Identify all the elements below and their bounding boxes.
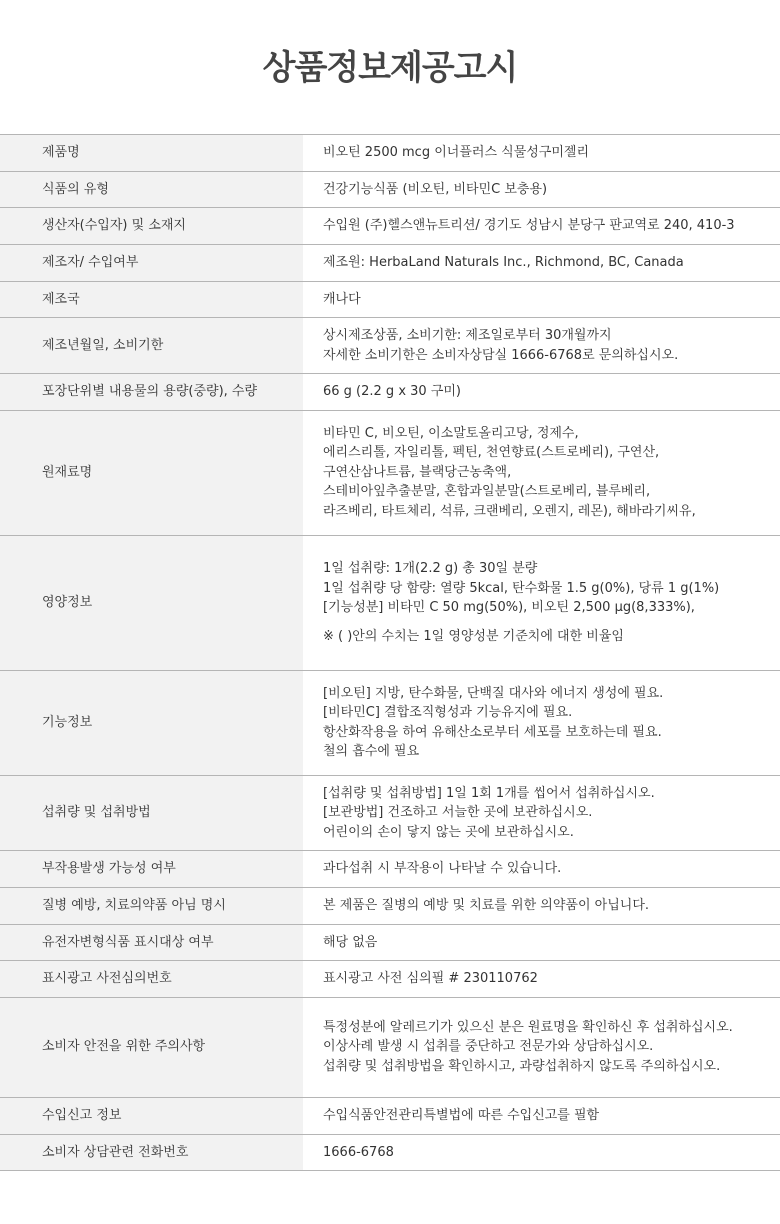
table-row bbox=[0, 670, 780, 775]
row-label: 표시광고 사전심의번호 bbox=[0, 961, 303, 998]
product-info-table bbox=[0, 134, 780, 1171]
row-value-line: 어린이의 손이 닿지 않는 곳에 보관하십시오. bbox=[323, 824, 574, 840]
table-row bbox=[0, 1097, 780, 1134]
row-value-line: [기능성분] 비타민 C 50 mg(50%), 비오틴 2,500 μg(8,333%), bbox=[323, 600, 695, 615]
row-value-line: 66 g (2.2 g x 30 구미) bbox=[323, 384, 462, 399]
row-label: 제품명 bbox=[0, 135, 303, 172]
row-label: 제조년월일, 소비기한 bbox=[0, 318, 303, 374]
row-value-line: [비오틴] 지방, 탄수화물, 단백질 대사와 에너지 생성에 필요. bbox=[323, 685, 664, 701]
row-value-line: 과다섭취 시 부작용이 나타날 수 있습니다. bbox=[323, 861, 562, 877]
table-row bbox=[0, 135, 780, 172]
table-row bbox=[0, 775, 780, 851]
row-label: 소비자 상담관련 전화번호 bbox=[0, 1134, 303, 1171]
row-value-line: 캐나다 bbox=[323, 291, 361, 307]
row-value bbox=[303, 281, 780, 318]
row-value-line: 비오틴 2500 mcg 이너플러스 식물성구미젤리 bbox=[323, 145, 590, 160]
row-value bbox=[303, 535, 780, 670]
table-row bbox=[0, 1134, 780, 1171]
row-value bbox=[303, 208, 780, 245]
page-title: 상품정보제공고시 bbox=[262, 48, 518, 88]
row-value bbox=[303, 1134, 780, 1171]
row-value-line: 구연산삼나트륨, 블랙당근농축액, bbox=[323, 464, 512, 480]
row-value bbox=[303, 851, 780, 888]
row-value-line: 철의 흡수에 필요 bbox=[323, 744, 420, 759]
row-value bbox=[303, 374, 780, 411]
line-spacer bbox=[323, 618, 780, 627]
row-value-line: 항산화작용을 하여 유해산소로부터 세포를 보호하는데 필요. bbox=[323, 724, 662, 740]
row-value bbox=[303, 1097, 780, 1134]
row-value bbox=[303, 171, 780, 208]
row-value-line: 1일 섭취량: 1개(2.2 g) 총 30일 분량 bbox=[323, 561, 538, 576]
row-label: 영양정보 bbox=[0, 535, 303, 670]
row-value-line: [섭취량 및 섭취방법] 1일 1회 1개를 씹어서 섭취하십시오. bbox=[323, 785, 655, 801]
row-value bbox=[303, 245, 780, 282]
row-value-line: 자세한 소비기한은 소비자상담실 1666-6768로 문의하십시오. bbox=[323, 347, 679, 363]
row-label: 포장단위별 내용물의 용량(중량), 수량 bbox=[0, 374, 303, 411]
row-value bbox=[303, 961, 780, 998]
row-label: 식품의 유형 bbox=[0, 171, 303, 208]
table-row bbox=[0, 961, 780, 998]
row-label: 수입신고 정보 bbox=[0, 1097, 303, 1134]
table-row bbox=[0, 888, 780, 925]
row-label: 기능정보 bbox=[0, 670, 303, 775]
row-value-line: [보관방법] 건조하고 서늘한 곳에 보관하십시오. bbox=[323, 805, 593, 820]
row-value-line: 건강기능식품 (비오틴, 비타민C 보충용) bbox=[323, 181, 548, 197]
row-label: 유전자변형식품 표시대상 여부 bbox=[0, 924, 303, 961]
row-value-line: [비타민C] 결합조직형성과 기능유지에 필요. bbox=[323, 705, 573, 720]
table-row bbox=[0, 208, 780, 245]
table-row bbox=[0, 245, 780, 282]
row-label: 부작용발생 가능성 여부 bbox=[0, 851, 303, 888]
row-label: 원재료명 bbox=[0, 410, 303, 535]
row-value-line: 비타민 C, 비오틴, 이소말토올리고당, 정제수, bbox=[323, 425, 579, 441]
row-label: 제조자/ 수입여부 bbox=[0, 245, 303, 282]
table-row bbox=[0, 535, 780, 670]
row-value-line: 표시광고 사전 심의필 # 230110762 bbox=[323, 971, 538, 986]
row-label: 섭취량 및 섭취방법 bbox=[0, 775, 303, 851]
row-value-line: 해당 없음 bbox=[323, 934, 378, 950]
row-value bbox=[303, 888, 780, 925]
row-value-line: 수입식품안전관리특별법에 따른 수입신고를 필함 bbox=[323, 1107, 600, 1123]
table-row bbox=[0, 410, 780, 535]
row-value bbox=[303, 670, 780, 775]
table-row bbox=[0, 281, 780, 318]
row-value-line: 라즈베리, 타트체리, 석류, 크랜베리, 오렌지, 레몬), 해바라기씨유, bbox=[323, 503, 696, 519]
row-value-line: 1일 섭취량 당 함량: 열량 5kcal, 탄수화물 1.5 g(0%), 당류 1 g(1%) bbox=[323, 580, 720, 596]
row-value bbox=[303, 775, 780, 851]
table-row bbox=[0, 924, 780, 961]
row-label: 질병 예방, 치료의약품 아님 명시 bbox=[0, 888, 303, 925]
table-row bbox=[0, 851, 780, 888]
row-value-line: 특정성분에 알레르기가 있으신 분은 원료명을 확인하신 후 섭취하십시오. bbox=[323, 1019, 733, 1035]
row-value-line: 에리스리톨, 자일리톨, 펙틴, 천연향료(스트로베리), 구연산, bbox=[323, 445, 660, 461]
table-row bbox=[0, 171, 780, 208]
row-value-line: 스테비아잎추출분말, 혼합과일분말(스트로베리, 블루베리, bbox=[323, 484, 651, 500]
row-value-line: 상시제조상품, 소비기한: 제조일로부터 30개월까지 bbox=[323, 328, 612, 343]
row-value bbox=[303, 924, 780, 961]
row-value-line: 1666-6768 bbox=[323, 1144, 394, 1160]
row-label: 소비자 안전을 위한 주의사항 bbox=[0, 997, 303, 1097]
row-value bbox=[303, 410, 780, 535]
row-value-line: 이상사례 발생 시 섭취를 중단하고 전문가와 상담하십시오. bbox=[323, 1039, 654, 1055]
table-row bbox=[0, 997, 780, 1097]
row-value-line: ※ ( )안의 수치는 1일 영양성분 기준치에 대한 비율임 bbox=[323, 628, 624, 644]
row-value-line: 수입원 (주)헬스앤뉴트리션/ 경기도 성남시 분당구 판교역로 240, 410-3 bbox=[323, 218, 735, 234]
row-label: 생산자(수입자) 및 소재지 bbox=[0, 208, 303, 245]
row-value bbox=[303, 318, 780, 374]
row-value-line: 섭취량 및 섭취방법을 확인하시고, 과량섭취하지 않도록 주의하십시오. bbox=[323, 1058, 721, 1074]
table-row bbox=[0, 318, 780, 374]
table-row bbox=[0, 374, 780, 411]
row-value bbox=[303, 135, 780, 172]
row-value bbox=[303, 997, 780, 1097]
row-value-line: 제조원: HerbaLand Naturals Inc., Richmond, BC, Canada bbox=[323, 255, 684, 270]
row-label: 제조국 bbox=[0, 281, 303, 318]
row-value-line: 본 제품은 질병의 예방 및 치료를 위한 의약품이 아닙니다. bbox=[323, 898, 650, 913]
